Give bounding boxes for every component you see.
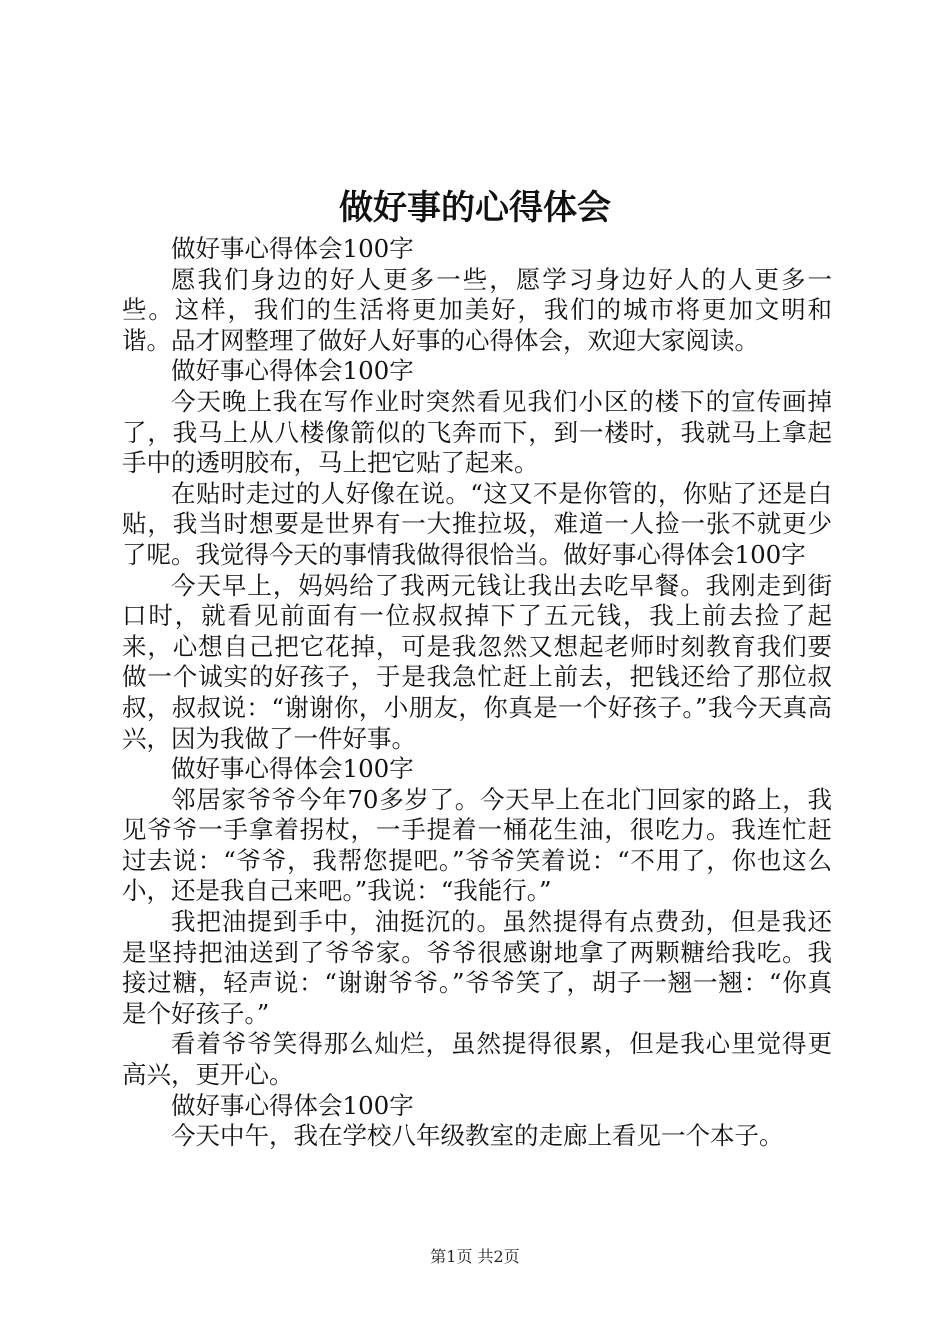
paragraph: 邻居家爷爷今年70多岁了。今天早上在北门回家的路上，我见爷爷一手拿着拐杖，一手提着一桶花生油，很吃力。我连忙赶过去说：“爷爷，我帮您提吧。”爷爷笑着说：“不用了，你也这么小，还是我自己来吧。”我说：“我能行。” <box>122 784 832 906</box>
page-footer: 第1页 共2页 <box>430 1247 520 1266</box>
paragraph: 今天晚上我在写作业时突然看见我们小区的楼下的宣传画掉了，我马上从八楼像箭似的飞奔而下，到一楼时，我就马上拿起手中的透明胶布，马上把它贴了起来。 <box>122 386 832 478</box>
paragraph: 做好事心得体会100字 <box>171 754 414 784</box>
paragraph: 今天中午，我在学校八年级教室的走廊上看见一个本子。 <box>171 1121 784 1151</box>
paragraph: 在贴时走过的人好像在说。“这又不是你管的，你贴了还是白贴，我当时想要是世界有一大推拉圾，难道一人捡一张不就更少了呢。我觉得今天的事情我做得很恰当。做好事心得体会100字 <box>122 478 832 569</box>
paragraph: 我把油提到手中，油挺沉的。虽然提得有点费劲，但是我还是坚持把油送到了爷爷家。爷爷很感谢地拿了两颗糖给我吃。我接过糖，轻声说：“谢谢爷爷。”爷爷笑了，胡子一翘一翘：“你真是个好孩子。” <box>122 907 832 1028</box>
paragraph: 做好事心得体会100字 <box>171 234 414 263</box>
paragraph: 做好事心得体会100字 <box>171 1090 414 1120</box>
paragraph: 愿我们身边的好人更多一些，愿学习身边好人的人更多一些。这样，我们的生活将更加美好，我们的城市将更加文明和谐。品才网整理了做好人好事的心得体会，欢迎大家阅读。 <box>122 264 832 355</box>
paragraph: 看着爷爷笑得那么灿烂，虽然提得很累，但是我心里觉得更高兴，更开心。 <box>122 1029 832 1090</box>
paragraph: 今天早上，妈妈给了我两元钱让我出去吃早餐。我刚走到街口时，就看见前面有一位叔叔掉下了五元钱，我上前去捡了起来，心想自己把它花掉，可是我忽然又想起老师时刻教育我们要做一个诚实的好孩子，于是我急忙赶上前去，把钱还给了那位叔叔，叔叔说：“谢谢你，小朋友，你真是一个好孩子。”我今天真高兴，因为我做了一件好事。 <box>122 570 832 753</box>
paragraph: 做好事心得体会100字 <box>171 356 414 386</box>
document-title: 做好事的心得体会 <box>339 188 611 228</box>
document-body <box>122 234 832 1152</box>
